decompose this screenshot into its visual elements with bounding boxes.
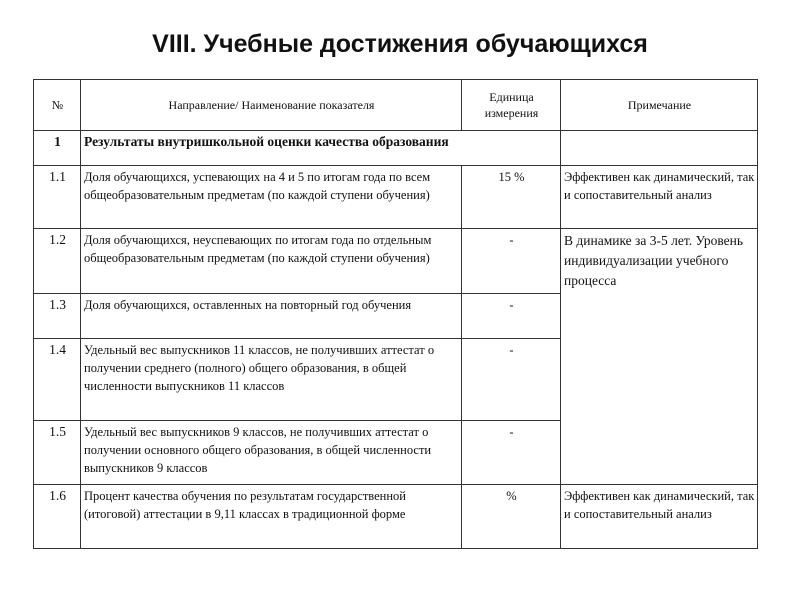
row-num: 1.2: [34, 229, 81, 294]
row-unit: %: [462, 485, 561, 549]
row-note: В динамике за 3-5 лет. Уровень индивидуализации учебного процесса: [561, 229, 758, 485]
row-unit: -: [462, 421, 561, 485]
section-row: [34, 131, 758, 166]
row-unit: -: [462, 229, 561, 294]
section-note: [561, 131, 758, 166]
row-name: Процент качества обучения по результатам государственной (итоговой) аттестации в 9,11 классах в традиционной форме: [81, 485, 462, 549]
row-num: 1.3: [34, 294, 81, 339]
row-unit: -: [462, 294, 561, 339]
table-header-row: [34, 80, 758, 131]
row-name: Удельный вес выпускников 11 классов, не получивших аттестат о получении среднего (полного) общего образования, в общей численности выпускников 11 классов: [81, 339, 462, 421]
row-num: 1.4: [34, 339, 81, 421]
row-num: 1.1: [34, 166, 81, 229]
row-unit: -: [462, 339, 561, 421]
table-row: [34, 485, 758, 549]
header-unit: Единица измерения: [462, 80, 561, 131]
row-name: Доля обучающихся, оставленных на повторный год обучения: [81, 294, 462, 339]
row-name: Доля обучающихся, успевающих на 4 и 5 по итогам года по всем общеобразовательным предметам (по каждой ступени обучения): [81, 166, 462, 229]
achievements-table: [33, 79, 758, 549]
section-num: 1: [34, 131, 81, 166]
row-name: Удельный вес выпускников 9 классов, не получивших аттестат о получении основного общего образования, в общей численности выпускников 9 классов: [81, 421, 462, 485]
row-num: 1.6: [34, 485, 81, 549]
table-row: [34, 229, 758, 294]
header-num: №: [34, 80, 81, 131]
header-name: Направление/ Наименование показателя: [81, 80, 462, 131]
header-note: Примечание: [561, 80, 758, 131]
section-name: Результаты внутришкольной оценки качества образования: [81, 131, 561, 166]
slide-title: VIII. Учебные достижения обучающихся: [152, 30, 648, 58]
row-num: 1.5: [34, 421, 81, 485]
row-name: Доля обучающихся, неуспевающих по итогам года по отдельным общеобразовательным предметам (по каждой ступени обучения): [81, 229, 462, 294]
row-note: Эффективен как динамический, так и сопоставительный анализ: [561, 166, 758, 229]
row-unit: 15 %: [462, 166, 561, 229]
table-row: [34, 166, 758, 229]
row-note: Эффективен как динамический, так и сопоставительный анализ: [561, 485, 758, 549]
